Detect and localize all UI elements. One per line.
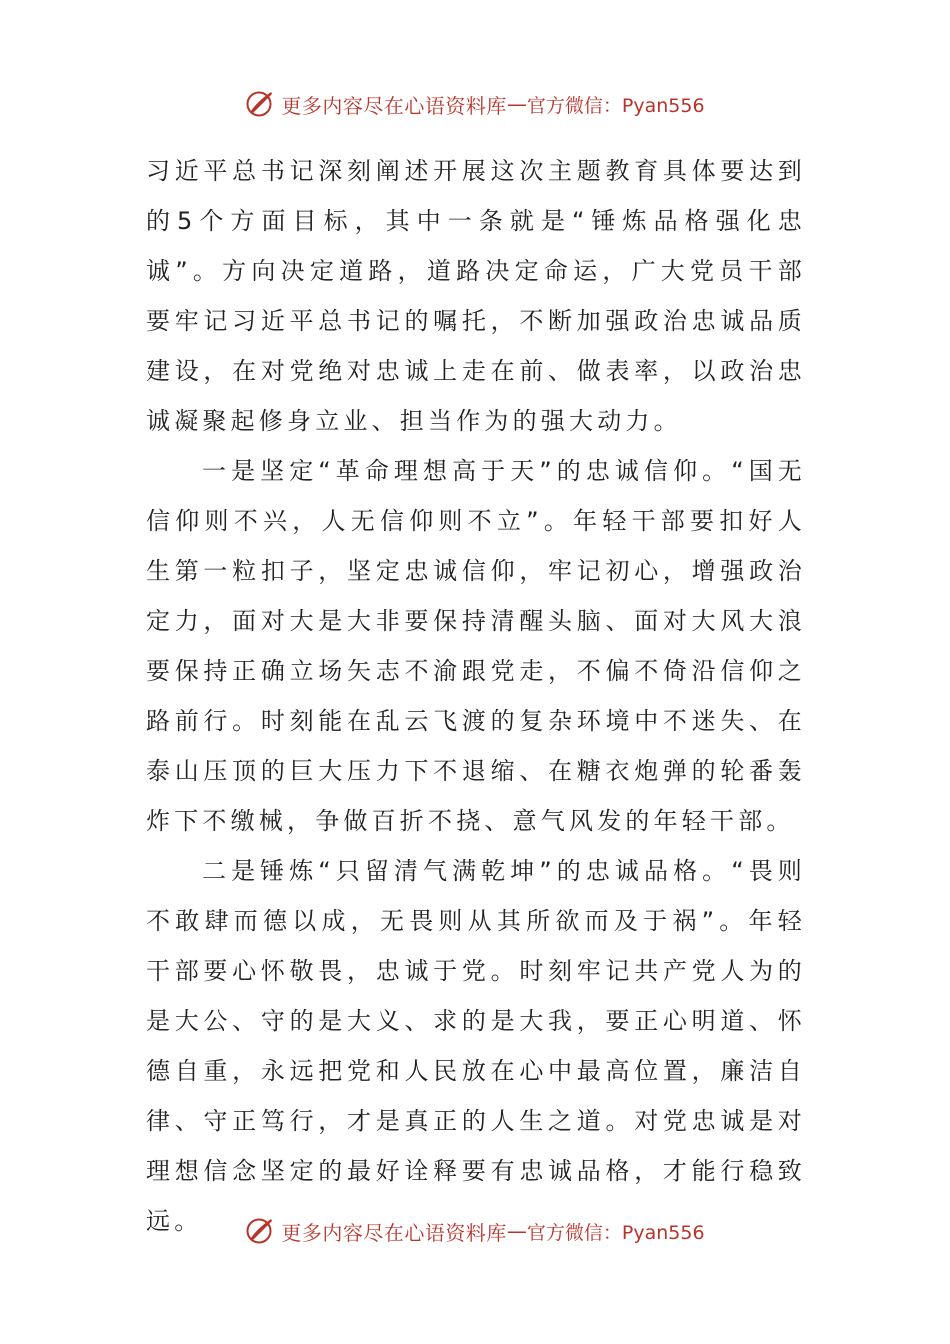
header-banner (0, 84, 950, 124)
banner-wechat: 官方微信：Pyan556 (526, 1221, 705, 1244)
footer-banner (0, 1211, 950, 1251)
banner-title: 更多内容尽在心语资料库 (281, 1220, 507, 1245)
paragraph-intro: 习近平总书记深刻阐述开展这次主题教育具体要达到的5个方面目标，其中一条就是“锤炼品格强化忠诚”。方向决定道路，道路决定命运，广大党员干部要牢记习近平总书记的嘱托，不断加强政治忠诚品质建设，在对党绝对忠诚上走在前、做表率，以政治忠诚凝聚起修身立业、担当作为的强大动力。 (146, 157, 806, 435)
banner-dash: — (506, 92, 527, 116)
paragraph-point-two: 二是锤炼“只留清气满乾坤”的忠诚品格。“畏则不敢肆而德以成，无畏则从其所欲而及于祸”。年轻干部要心怀敬畏，忠诚于党。时刻牢记共产党人为的是大公、守的是大义、求的是大我，要正心明道、怀德自重，永远把党和人民放在心中最高位置，廉洁自律、守正笃行，才是真正的人生之道。对党忠诚是对理想信念坚定的最好诠释要有忠诚品格，才能行稳致远。 (146, 857, 806, 1235)
banner-wechat: 官方微信：Pyan556 (526, 94, 705, 117)
banner-dash: — (506, 1219, 527, 1243)
paragraph-point-one: 一是坚定“革命理想高于天”的忠诚信仰。“国无信仰则不兴，人无信仰则不立”。年轻干部要扣好人生第一粒扣子，坚定忠诚信仰，牢记初心，增强政治定力，面对大是大非要保持清醒头脑、面对大风大浪要保持正确立场矢志不渝跟党走，不偏不倚沿信仰之路前行。时刻能在乱云飞渡的复杂环境中不迷失、在泰山压顶的巨大压力下不退缩、在糖衣炮弹的轮番轰炸下不缴械，争做百折不挠、意气风发的年轻干部。 (146, 457, 806, 835)
article-body (146, 146, 806, 1246)
pen-logo-icon (245, 1216, 275, 1246)
banner-title: 更多内容尽在心语资料库 (281, 93, 507, 118)
pen-logo-icon (245, 89, 275, 119)
